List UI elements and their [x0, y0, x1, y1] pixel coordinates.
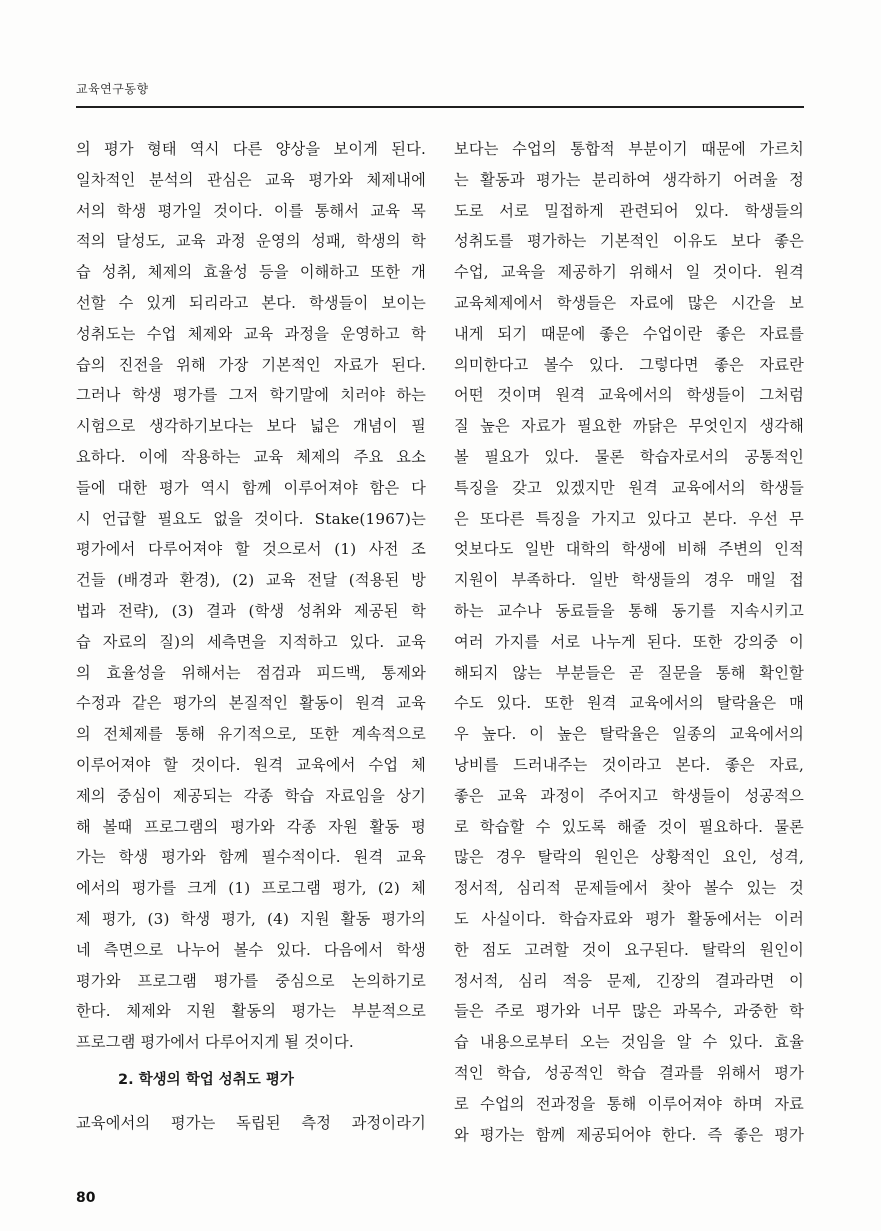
- text-line: 평가에서 다루어져야 할 것으로서 (1) 사전 조: [76, 540, 426, 559]
- text-line: 교육에서의 평가는 독립된 측정 과정이라기: [76, 1114, 426, 1132]
- text-line: 건들 (배경과 환경), (2) 교육 전달 (적용된 방: [76, 571, 426, 590]
- text-line: 가는 학생 평가와 함께 필수적이다. 원격 교육: [76, 848, 426, 867]
- text-line: 네 측면으로 나누어 볼수 있다. 다음에서 학생: [76, 940, 426, 959]
- header-rule: [76, 106, 804, 108]
- left-column-tail: [76, 1108, 426, 1139]
- right-column: [454, 134, 804, 1150]
- text-line: 제의 중심이 제공되는 각종 학습 자료임을 상기: [76, 786, 426, 805]
- text-line: 서의 학생 평가일 것이다. 이를 통해서 교육 목: [76, 201, 426, 220]
- text-line: 좋은 교육 과정이 주어지고 학생들이 성공적으: [454, 786, 804, 805]
- text-line: 는 활동과 평가는 분리하여 생각하기 어려울 정: [454, 170, 804, 189]
- text-line: 의미한다고 볼수 있다. 그렇다면 좋은 자료란: [454, 355, 804, 374]
- text-line: 보다는 수업의 통합적 부분이기 때문에 가르치: [454, 140, 804, 158]
- text-line: 적인 학습, 성공적인 학습 결과를 위해서 평가: [454, 1063, 804, 1082]
- text-line: 낭비를 드러내주는 것이라고 본다. 좋은 자료,: [454, 755, 804, 774]
- text-line: 내게 되기 때문에 좋은 수업이란 좋은 자료를: [454, 324, 804, 343]
- text-line: 습 성취, 체제의 효율성 등을 이해하고 또한 개: [76, 263, 426, 282]
- text-line: 시 언급할 필요도 없을 것이다. Stake(1967)는: [76, 509, 426, 528]
- text-line: 성취도를 평가하는 기본적인 이유도 보다 좋은: [454, 232, 804, 251]
- running-header: 교육연구동향: [76, 82, 149, 96]
- text-line: 어떤 것이며 원격 교육에서의 학생들이 그처럼: [454, 386, 804, 405]
- text-line: 들에 대한 평가 역시 함께 이루어져야 함은 다: [76, 478, 426, 497]
- text-line: 일차적인 분석의 관심은 교육 평가와 체제내에: [76, 170, 426, 189]
- text-line: 법과 전략), (3) 결과 (학생 성취와 제공된 학: [76, 601, 426, 620]
- text-line: 프로그램 평가에서 다루어지게 될 것이다.: [76, 1033, 354, 1052]
- text-line: 의 효율성을 위해서는 점검과 피드백, 통제와: [76, 663, 426, 682]
- page-number: 80: [76, 1190, 96, 1206]
- text-line: 해 볼때 프로그램의 평가와 각종 자원 활동 평: [76, 817, 426, 836]
- text-line: 한 점도 고려할 것이 요구된다. 탈락의 원인이: [454, 940, 804, 959]
- text-line: 평가와 프로그램 평가를 중심으로 논의하기로: [76, 971, 426, 990]
- text-line: 한다. 체제와 지원 활동의 평가는 부분적으로: [76, 1002, 426, 1021]
- text-line: 요하다. 이에 작용하는 교육 체제의 주요 요소: [76, 447, 426, 466]
- text-line: 하는 교수나 동료들을 통해 동기를 지속시키고: [454, 601, 804, 620]
- left-column: [76, 134, 426, 1058]
- text-line: 습 자료의 질)의 세측면을 지적하고 있다. 교육: [76, 632, 426, 651]
- text-line: 해되지 않는 부분들은 곧 질문을 통해 확인할: [454, 663, 804, 682]
- text-line: 습 내용으로부터 오는 것임을 알 수 있다. 효율: [454, 1033, 804, 1052]
- text-line: 볼 필요가 있다. 물론 학습자로서의 공통적인: [454, 447, 804, 466]
- text-line: 제 평가, (3) 학생 평가, (4) 지원 활동 평가의: [76, 909, 426, 928]
- text-line: 로 학습할 수 있도록 해줄 것이 필요하다. 물론: [454, 817, 804, 836]
- text-line: 여러 가지를 서로 나누게 된다. 또한 강의중 이: [454, 632, 804, 651]
- text-line: 선할 수 있게 되리라고 본다. 학생들이 보이는: [76, 293, 426, 312]
- text-line: 우 높다. 이 높은 탈락율은 일종의 교육에서의: [454, 725, 804, 744]
- text-line: 수도 있다. 또한 원격 교육에서의 탈락율은 매: [454, 694, 804, 713]
- text-line: 적의 달성도, 교육 과정 운영의 성패, 학생의 학: [76, 232, 426, 251]
- text-line: 의 전체제를 통해 유기적으로, 또한 계속적으로: [76, 725, 426, 744]
- text-line: 질 높은 자료가 필요한 까닭은 무엇인지 생각해: [454, 417, 804, 436]
- text-line: 습의 진전을 위해 가장 기본적인 자료가 된다.: [76, 355, 426, 374]
- text-line: 지원이 부족하다. 일반 학생들의 경우 매일 접: [454, 571, 804, 590]
- text-line: 특징을 갖고 있겠지만 원격 교육에서의 학생들: [454, 478, 804, 497]
- text-line: 정서적, 심리 적응 문제, 긴장의 결과라면 이: [454, 971, 804, 990]
- text-line: 의 평가 형태 역시 다른 양상을 보이게 된다.: [76, 140, 426, 158]
- text-line: 은 또다른 특징을 가지고 있다고 본다. 우선 무: [454, 509, 804, 528]
- text-line: 이루어져야 할 것이다. 원격 교육에서 수업 체: [76, 755, 426, 774]
- section-heading: 2. 학생의 학업 성취도 평가: [118, 1072, 294, 1088]
- text-line: 수업, 교육을 제공하기 위해서 일 것이다. 원격: [454, 263, 804, 282]
- text-line: 엇보다도 일반 대학의 학생에 비해 주변의 인적: [454, 540, 804, 559]
- text-line: 시험으로 생각하기보다는 보다 넓은 개념이 필: [76, 417, 426, 436]
- text-line: 수정과 같은 평가의 본질적인 활동이 원격 교육: [76, 694, 426, 713]
- text-line: 그러나 학생 평가를 그저 학기말에 치러야 하는: [76, 386, 426, 405]
- text-line: 도로 서로 밀접하게 관련되어 있다. 학생들의: [454, 201, 804, 220]
- text-line: 도 사실이다. 학습자료와 평가 활동에서는 이러: [454, 909, 804, 928]
- text-line: 들은 주로 평가와 너무 많은 과목수, 과중한 학: [454, 1002, 804, 1021]
- text-line: 교육체제에서 학생들은 자료에 많은 시간을 보: [454, 293, 804, 312]
- text-line: 와 평가는 함께 제공되어야 한다. 즉 좋은 평가: [454, 1125, 804, 1144]
- text-line: 많은 경우 탈락의 원인은 상황적인 요인, 성격,: [454, 848, 804, 867]
- text-line: 에서의 평가를 크게 (1) 프로그램 평가, (2) 체: [76, 879, 426, 898]
- text-line: 로 수업의 전과정을 통해 이루어져야 하며 자료: [454, 1094, 804, 1113]
- text-line: 정서적, 심리적 문제들에서 찾아 볼수 있는 것: [454, 879, 804, 898]
- text-line: 성취도는 수업 체제와 교육 과정을 운영하고 학: [76, 324, 426, 343]
